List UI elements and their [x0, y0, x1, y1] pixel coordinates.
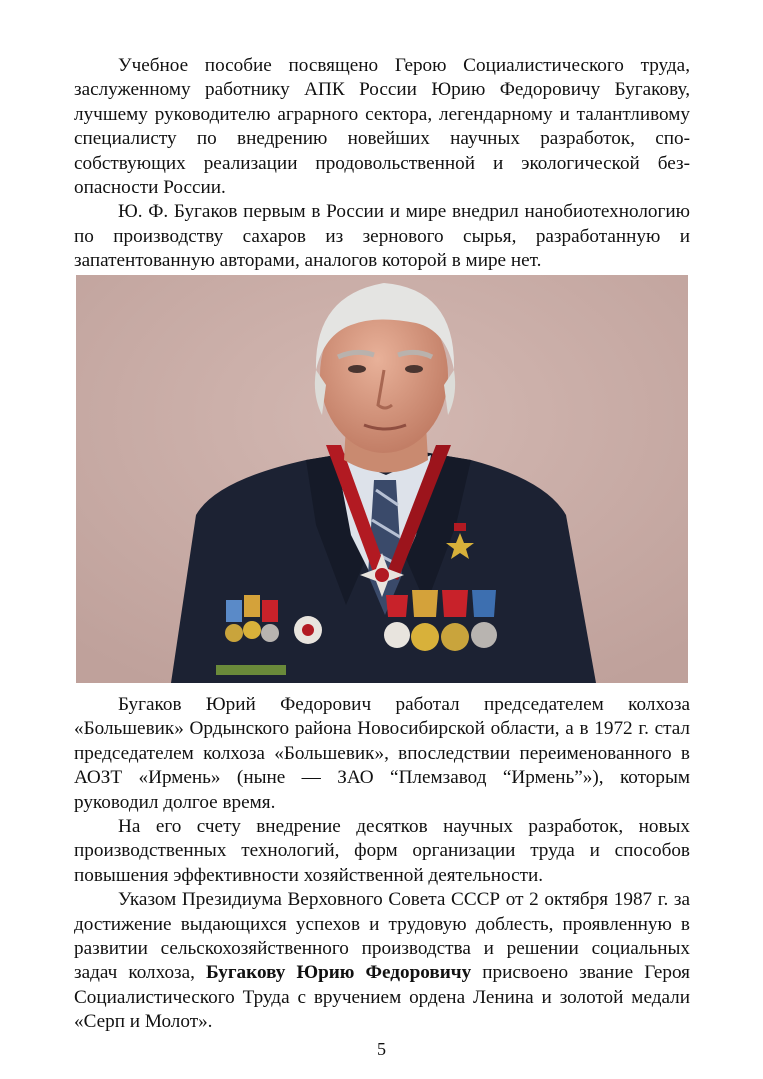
- paragraph-career: Бугаков Юрий Федорович работал председателем колхоза «Большевик» Ордынского района Новосибирской области, а в 1972 г. стал председателем колхоза «Большевик», впоследствии переименованного в АОЗТ «Ирмень» (ныне — ЗАО “Племзавод “Ирмень”»), которым руководил долгое время.: [74, 694, 690, 813]
- paragraph-dedication: Учебное пособие посвящено Герою Социалистического труда, заслуженному работнику АПК России Юрию Федоровичу Бугакову, лучшему руководителю аграрного сектора, легендарному и талантливому специалисту по внедрению новейших научных разработок, способствующих реализации продовольственной и экологической безопасности России.: [74, 55, 690, 199]
- paragraph-achievements: На его счету внедрение десятков научных разработок, новых производственных технологий, форм организации труда и способов повышения эффективности хозяйственной деятельности.: [74, 816, 690, 886]
- biography-text: [74, 693, 690, 1035]
- paragraph-award: [74, 888, 690, 1034]
- page-number: 5: [377, 1039, 386, 1059]
- paragraph-nanobiotechnology: Ю. Ф. Бугаков первым в России и мире внедрил нанобиотехнологию по производству сахаров из зернового сырья, разработанную и запатентованную авторами, аналогов которой в мире нет.: [74, 201, 690, 272]
- award-text-start: Указом Президиума Верховного Совета СССР от 2 октября 1987 г. за достижение выдающихся успехов и трудовую доблесть, проявленную в развитии сельскохозяйственного производства и решении социальных задач колхоза,: [74, 889, 690, 984]
- intro-text: [74, 54, 690, 274]
- portrait-photo: [76, 275, 688, 683]
- award-recipient-name: Бугакову Юрию Федоровичу: [206, 962, 472, 984]
- award-text-end: присвоено звание Героя Социалистического Труда с вручением ордена Ленина и золотой медали «Серп и Молот».: [74, 962, 690, 1033]
